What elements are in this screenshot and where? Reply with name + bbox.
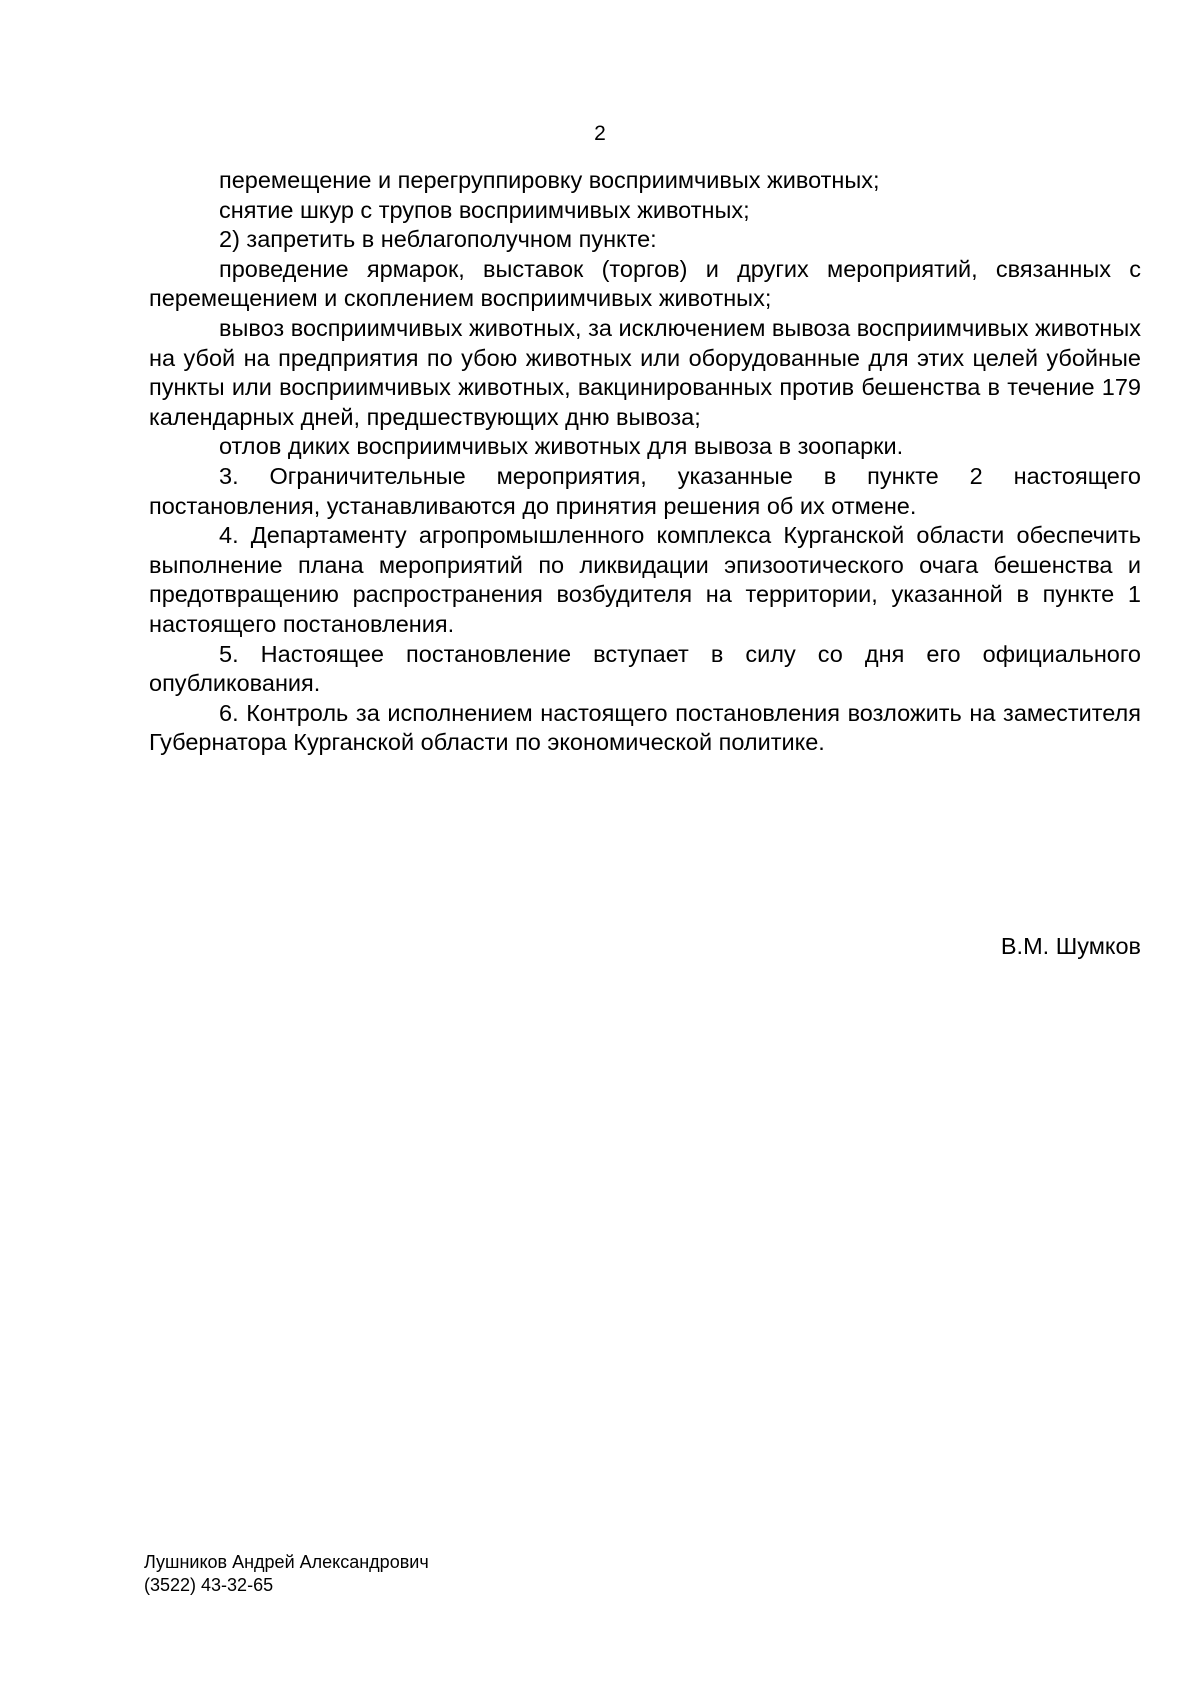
paragraph: 2) запретить в неблагополучном пункте: (219, 226, 657, 253)
executor-block (144, 1551, 429, 1597)
paragraph: проведение ярмарок, выставок (торгов) и других мероприятий, связанных с перемещением и скоплением восприимчивых животных; (149, 255, 1141, 312)
executor-name: Лушников Андрей Александрович (144, 1552, 429, 1572)
paragraph: вывоз восприимчивых животных, за исключением вывоза восприимчивых животных на убой на предприятия по убою животных или оборудованные для этих целей убойные пункты или восприимчивых животных, вакцинированных против бешенства в течение 179 календарных дней, предшествующих дню вывоза; (149, 314, 1141, 430)
document-body (149, 166, 1141, 758)
executor-phone: (3522) 43-32-65 (144, 1575, 274, 1595)
paragraph: отлов диких восприимчивых животных для вывоза в зоопарки. (219, 433, 904, 460)
paragraph: 5. Настоящее постановление вступает в силу со дня его официального опубликования. (149, 640, 1141, 697)
paragraph: 4. Департаменту агропромышленного комплекса Курганской области обеспечить выполнение плана мероприятий по ликвидации эпизоотического очага бешенства и предотвращению распространения возбудителя на территории, указанной в пункте 1 настоящего постановления. (149, 522, 1141, 637)
page-number: 2 (594, 122, 606, 145)
paragraph: снятие шкур с трупов восприимчивых животных; (219, 196, 750, 223)
signature-name: В.М. Шумков (1000, 933, 1141, 959)
paragraph: перемещение и перегруппировку восприимчивых животных; (219, 167, 880, 193)
paragraph: 6. Контроль за исполнением настоящего постановления возложить на заместителя Губернатора Курганской области по экономической политике. (149, 699, 1141, 756)
paragraph: 3. Ограничительные мероприятия, указанные в пункте 2 настоящего постановления, устанавливаются до принятия решения об их отмене. (149, 462, 1141, 519)
